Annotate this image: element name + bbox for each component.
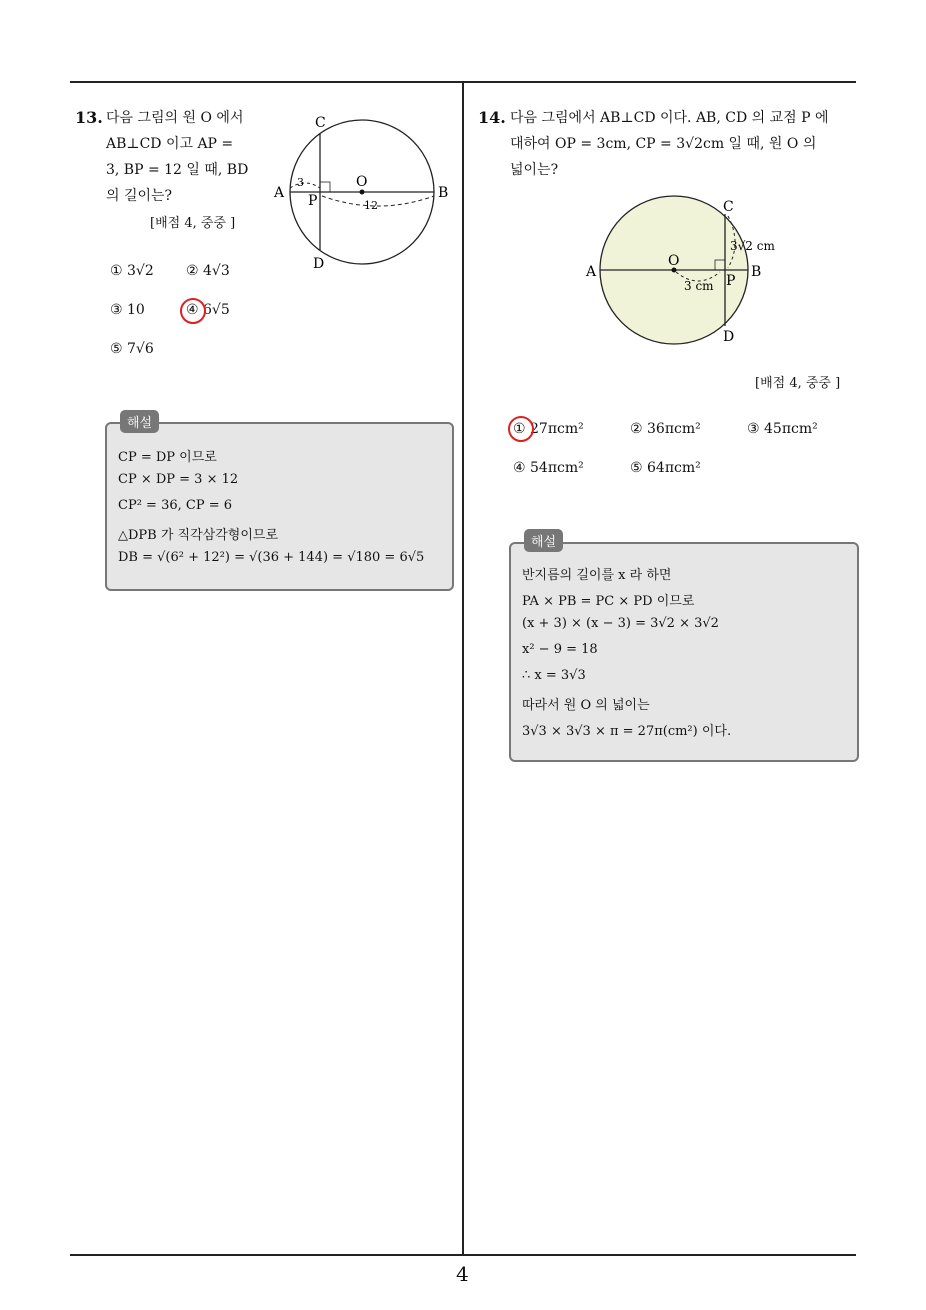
solution-line: ∴ x = 3√3 [522,668,586,683]
choice-5[interactable]: ⑤ 64πcm² [630,460,701,476]
question-number: 14. [478,108,506,127]
label-a: A [274,185,285,201]
question-line: 의 길이는? [106,188,173,204]
solution-tag: 해설 [524,529,563,552]
label-o: O [668,253,680,269]
label-ap: 3 [297,176,304,189]
score-label: [배점 4, 중중 ] [150,216,236,231]
choice-2[interactable]: ② 4√3 [186,263,230,279]
circle-figure-14 [580,190,790,350]
solution-line: 3√3 × 3√3 × π = 27π(cm²) 이다. [522,724,732,739]
solution-line: CP = DP 이므로 [118,450,217,465]
choice-1[interactable]: ① 3√2 [110,263,154,279]
label-d: D [723,329,735,345]
score-label: [배점 4, 중중 ] [755,376,841,391]
label-pb: 12 [364,199,378,212]
label-c: C [723,199,734,215]
selected-answer-mark [180,298,206,324]
column-divider [462,83,464,1255]
choice-4[interactable]: ④ 6√5 [186,302,230,318]
dashed-arc-pb [322,196,434,206]
solution-line: 반지름의 길이를 x 라 하면 [522,568,672,583]
choice-5[interactable]: ⑤ 7√6 [110,341,154,357]
choice-2[interactable]: ② 36πcm² [630,421,701,437]
bottom-rule [70,1254,856,1256]
page-number: 4 [456,1262,469,1286]
choice-1[interactable]: ① 27πcm² [513,421,584,437]
right-angle-mark [320,182,330,192]
question-line: 다음 그림에서 AB⊥CD 이다. AB, CD 의 교점 P 에 [510,110,829,126]
solution-line: △DPB 가 직각삼각형이므로 [118,528,279,543]
solution-line: DB = √(6² + 12²) = √(36 + 144) = √180 = 6√5 [118,550,425,565]
label-c: C [315,115,326,131]
solution-line: 따라서 원 O 의 넓이는 [522,698,650,713]
solution-line: CP × DP = 3 × 12 [118,472,239,487]
label-p: P [726,273,736,289]
solution-line: x² − 9 = 18 [522,642,598,657]
solution-tag: 해설 [120,410,159,433]
question-number: 13. [75,108,103,127]
solution-line: PA × PB = PC × PD 이므로 [522,594,695,609]
choice-3[interactable]: ③ 45πcm² [747,421,818,437]
question-line: 넓이는? [510,162,559,178]
selected-answer-mark [508,416,534,442]
question-line: AB⊥CD 이고 AP = [106,136,234,152]
label-b: B [751,264,762,280]
label-cp: 3√2 cm [730,239,775,253]
solution-line: CP² = 36, CP = 6 [118,498,232,513]
label-a: A [586,264,597,280]
question-line: 3, BP = 12 일 때, BD [106,162,249,178]
label-b: B [438,185,449,201]
question-line: 다음 그림의 원 O 에서 [106,110,244,126]
choice-4[interactable]: ④ 54πcm² [513,460,584,476]
choice-3[interactable]: ③ 10 [110,302,145,318]
label-o: O [356,174,368,190]
dashed-arc-ap [290,183,320,188]
label-d: D [313,256,325,272]
solution-line: (x + 3) × (x − 3) = 3√2 × 3√2 [522,616,719,631]
circle-figure-13 [268,108,458,278]
center-dot [360,190,365,195]
question-line: 대하여 OP = 3cm, CP = 3√2cm 일 때, 원 O 의 [510,136,817,152]
label-op: 3 cm [684,279,714,293]
label-p: P [308,193,318,209]
